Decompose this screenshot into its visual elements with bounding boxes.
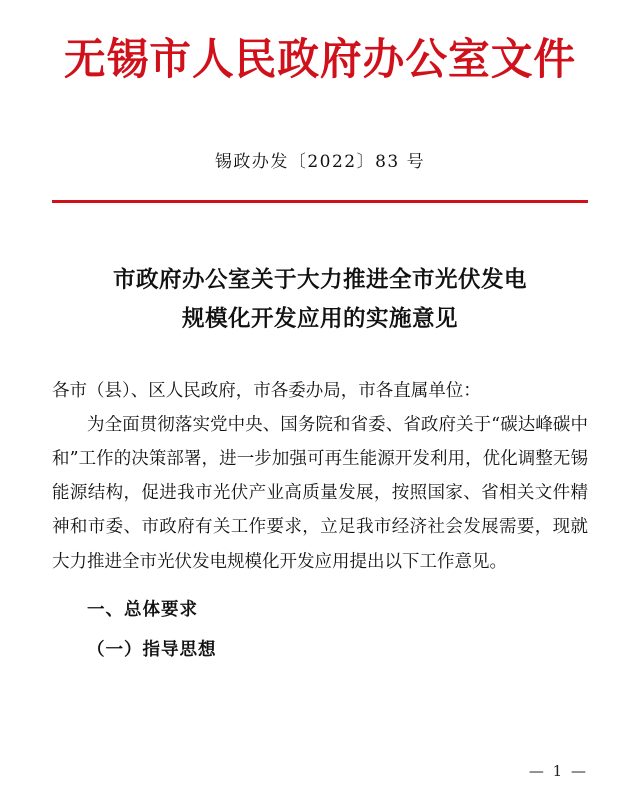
section-heading-2: （一）指导思想 — [87, 639, 217, 660]
red-divider-rule — [52, 200, 588, 203]
document-title-line-1: 市政府办公室关于大力推进全市光伏发电 — [112, 267, 527, 294]
salutation: 各市（县）、区人民政府，市各委办局，市各直属单位： — [52, 380, 481, 401]
document-title — [52, 261, 588, 338]
document-title-line-2: 规模化开发应用的实施意见 — [181, 305, 458, 332]
section-heading-1: 一、总体要求 — [87, 599, 198, 620]
masthead-title: 无锡市人民政府办公室文件 — [63, 35, 577, 85]
masthead — [52, 0, 588, 85]
body-paragraph-1: 为全面贯彻落实党中央、国务院和省委、省政府关于“碳达峰碳中和”工作的决策部署，进一步加强可再生能源开发利用，优化调整无锡能源结构，促进我市光伏产业高质量发展，按照国家、省相关文件精神和市委、市政府有关工作要求，立足我市经济社会发展需要，现就大力推进全市光伏发电规模化开发应用提出以下工作意见。 — [52, 415, 588, 572]
page-number: — 1 — — [528, 762, 588, 780]
document-number-row — [52, 147, 588, 172]
document-body — [52, 374, 588, 667]
document-number: 锡政办发〔2022〕83 号 — [214, 152, 426, 173]
